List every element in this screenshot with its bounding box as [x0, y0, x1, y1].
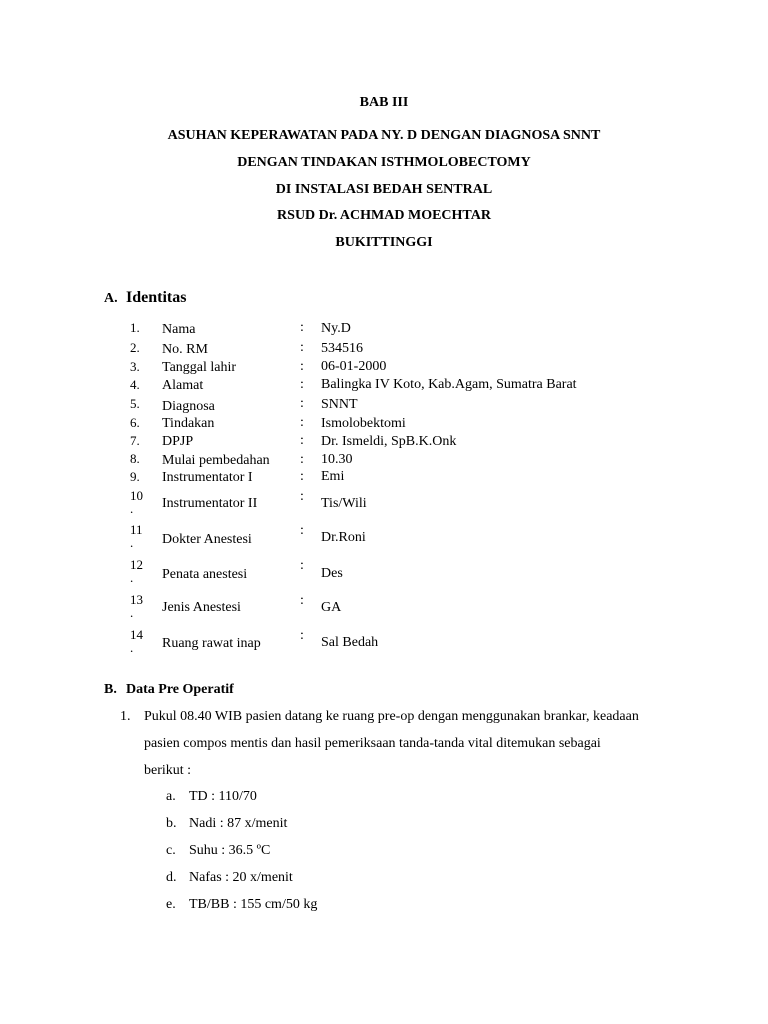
identity-value: Dr. Ismeldi, SpB.K.Onk	[321, 434, 457, 449]
identity-label: DPJP	[162, 434, 194, 449]
identity-num: 14	[130, 627, 143, 642]
identity-value: Dr.Roni	[321, 530, 366, 545]
identity-value: Emi	[321, 469, 345, 484]
identity-colon: :	[300, 628, 304, 643]
identity-value: Sal Bedah	[321, 635, 379, 650]
identity-label: Penata anestesi	[162, 567, 248, 582]
identity-value: 06-01-2000	[321, 359, 387, 374]
identity-label: Dokter Anestesi	[162, 532, 252, 547]
vital-letter: c.	[166, 843, 176, 858]
section-a-title: Identitas	[126, 289, 187, 306]
identity-label: Tindakan	[162, 416, 215, 431]
section-b-title: Data Pre Operatif	[126, 682, 234, 697]
identity-num: 5.	[130, 396, 140, 411]
identity-value: 534516	[321, 341, 363, 356]
identity-colon: :	[300, 489, 304, 504]
identity-colon: :	[300, 558, 304, 573]
vital-temperature: Suhu : 36.5 ºC	[189, 843, 271, 858]
paragraph-line-3: berikut :	[144, 763, 192, 778]
identity-num: 12	[130, 557, 143, 572]
identity-label: No. RM	[162, 342, 208, 357]
chapter-heading: BAB III	[359, 95, 409, 110]
identity-colon: :	[300, 523, 304, 538]
identity-label: Tanggal lahir	[162, 360, 237, 375]
identity-num: 2.	[130, 340, 140, 355]
identity-label: Instrumentator I	[162, 470, 253, 485]
section-b-heading	[104, 681, 234, 699]
identity-colon: :	[300, 320, 304, 335]
identity-num: 7.	[130, 433, 140, 448]
identity-label: Jenis Anestesi	[162, 600, 241, 615]
identity-colon: :	[300, 359, 304, 374]
identity-num: 6.	[130, 415, 140, 430]
identity-num-dot: .	[130, 570, 134, 585]
identity-num: 8.	[130, 451, 140, 466]
identity-num: 10	[130, 488, 143, 503]
identity-num: 3.	[130, 359, 140, 374]
identity-num: 13	[130, 592, 143, 607]
identity-num-dot: .	[130, 535, 134, 550]
paragraph-number: 1.	[120, 709, 131, 724]
identity-label: Ruang rawat inap	[162, 636, 261, 651]
vital-letter: a.	[166, 789, 176, 804]
vital-respiration: Nafas : 20 x/menit	[189, 870, 293, 885]
paragraph-line-1: Pukul 08.40 WIB pasien datang ke ruang pre-op dengan menggunakan brankar, keadaan	[144, 709, 639, 724]
identity-value: SNNT	[321, 397, 358, 412]
identity-value: Tis/Wili	[321, 496, 367, 511]
identity-value: GA	[321, 600, 342, 615]
title-line-3: DI INSTALASI BEDAH SENTRAL	[275, 182, 493, 197]
identity-value: Des	[321, 566, 343, 581]
identity-value: 10.30	[321, 452, 353, 467]
title-line-2: DENGAN TINDAKAN ISTHMOLOBECTOMY	[237, 155, 531, 170]
vital-height-weight: TB/BB : 155 cm/50 kg	[189, 897, 318, 912]
vital-pulse: Nadi : 87 x/menit	[189, 816, 288, 831]
vital-blood-pressure: TD : 110/70	[189, 789, 257, 804]
identity-label: Instrumentator II	[162, 496, 258, 511]
identity-num: 11	[130, 522, 143, 537]
title-line-4: RSUD Dr. ACHMAD MOECHTAR	[277, 208, 491, 223]
identity-label: Mulai pembedahan	[162, 453, 270, 468]
identity-num-dot: .	[130, 501, 134, 516]
vital-letter: b.	[166, 816, 177, 831]
vital-letter: e.	[166, 897, 176, 912]
title-line-1: ASUHAN KEPERAWATAN PADA NY. D DENGAN DIAGNOSA SNNT	[167, 128, 601, 143]
identity-colon: :	[300, 415, 304, 430]
section-a-heading	[104, 288, 186, 309]
section-b-letter: B.	[104, 682, 117, 697]
title-line-5: BUKITTINGGI	[335, 235, 433, 250]
identity-colon: :	[300, 340, 304, 355]
identity-num: 9.	[130, 469, 140, 484]
identity-num-dot: .	[130, 640, 134, 655]
identity-colon: :	[300, 593, 304, 608]
paragraph-line-2: pasien compos mentis dan hasil pemeriksaan tanda-tanda vital ditemukan sebagai	[144, 736, 601, 751]
identity-colon: :	[300, 396, 304, 411]
identity-colon: :	[300, 469, 304, 484]
identity-value: Ismolobektomi	[321, 416, 406, 431]
vital-letter: d.	[166, 870, 177, 885]
identity-colon: :	[300, 433, 304, 448]
identity-num: 1.	[130, 320, 140, 335]
identity-label: Diagnosa	[162, 399, 215, 414]
identity-num: 4.	[130, 377, 140, 392]
identity-colon: :	[300, 377, 304, 392]
section-a-letter: A.	[104, 291, 118, 306]
identity-label: Alamat	[162, 378, 204, 393]
identity-colon: :	[300, 452, 304, 467]
identity-label: Nama	[162, 322, 196, 337]
identity-value: Ny.D	[321, 321, 351, 336]
identity-num-dot: .	[130, 605, 134, 620]
identity-value: Balingka IV Koto, Kab.Agam, Sumatra Barat	[321, 377, 577, 392]
